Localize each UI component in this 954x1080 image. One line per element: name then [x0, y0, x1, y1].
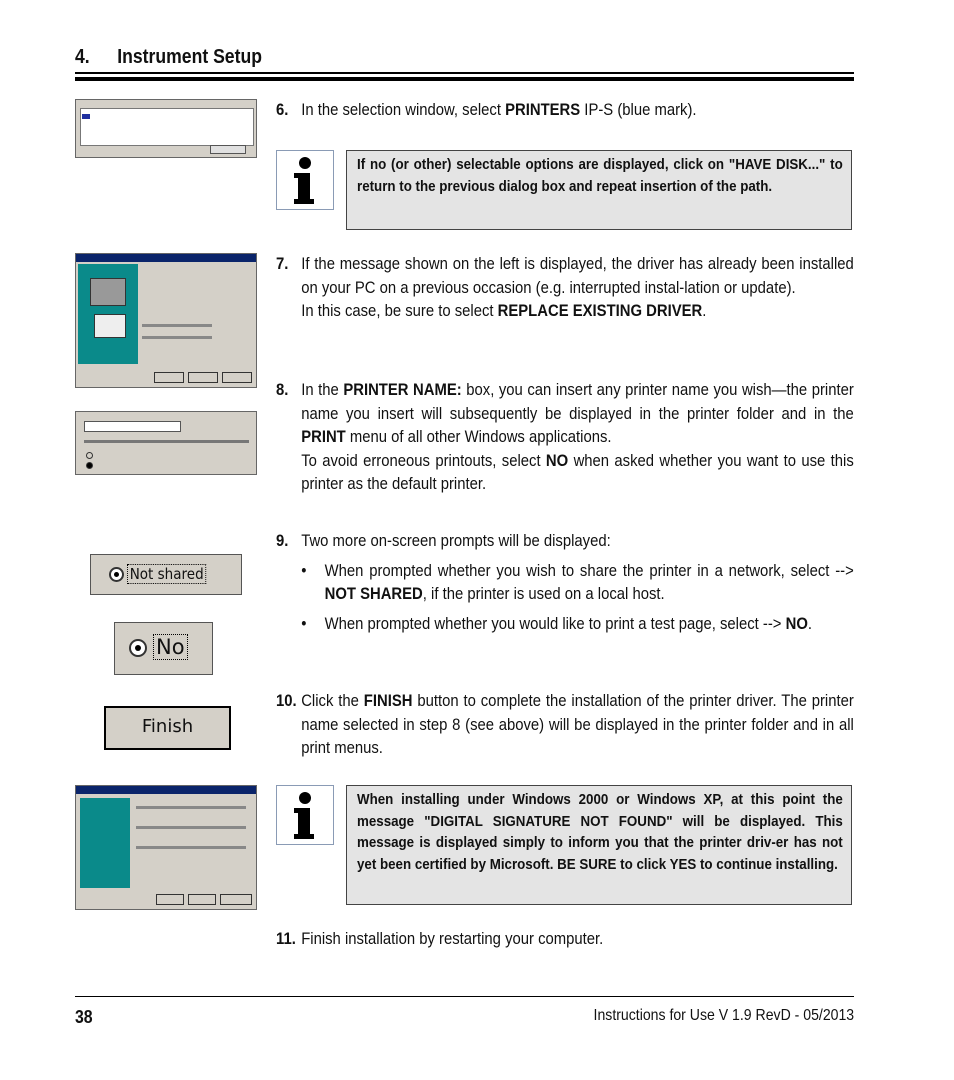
step-9: 9. Two more on-screen prompts will be displayed: • When prompted whether you wish to share the printer in a network, select --> NOT SHARED, if the printer is used on a local host. • When prompted whether you would like to print a test page, select --> NO.: [276, 532, 854, 633]
step-11: 11. Finish installation by restarting your computer.: [276, 930, 604, 948]
printer-name-screenshot: [75, 411, 257, 475]
header-rule-thick: [75, 77, 854, 81]
info-icon: [276, 785, 334, 845]
finish-button: Finish: [104, 706, 231, 750]
note-digital-signature: When installing under Windows 2000 or Windows XP, at this point the message "DIGITAL SIGNATURE NOT FOUND" will be displayed. This message is displayed simply to inform you that the printer driv-er has not yet been certified by Microsoft. BE SURE to click YES to continue installing.: [346, 785, 852, 905]
printer-wizard-screenshot: [75, 253, 257, 388]
no-radio: No: [114, 622, 213, 675]
footer-rule: [75, 996, 854, 997]
step-7: 7. If the message shown on the left is displayed, the driver has already been installed on your PC on a previous occasion (e.g. interrupted instal-lation or update). In this case, be sure to select REPLACE EXISTING DRIVER.: [276, 255, 854, 320]
note-have-disk: If no (or other) selectable options are displayed, click on "HAVE DISK..." to return to the previous dialog box and repeat insertion of the path.: [346, 150, 852, 230]
digital-signature-screenshot: [75, 785, 257, 910]
page-number: 38: [75, 1007, 93, 1027]
not-shared-radio: Not shared: [90, 554, 242, 595]
footer-text: Instructions for Use V 1.9 RevD - 05/2013: [593, 1007, 854, 1024]
header-rule: [75, 72, 854, 74]
info-icon: [276, 150, 334, 210]
step-8: 8. In the PRINTER NAME: box, you can insert any printer name you wish—the printer name you insert will subsequently be displayed in the printer folder and in the PRINT menu of all other Windows applications. To avoid erroneous printouts, select NO when asked whether you want to use this printer as the default printer.: [276, 381, 854, 493]
step-10: 10. Click the FINISH button to complete the installation of the printer driver. The printer name selected in step 8 (see above) will be displayed in the printer folder and in all print menus.: [276, 692, 854, 757]
step-6: 6. In the selection window, select PRINTERS IP-S (blue mark).: [276, 101, 697, 119]
selection-window-screenshot: [75, 99, 257, 158]
section-heading: 4. Instrument Setup: [75, 46, 262, 68]
